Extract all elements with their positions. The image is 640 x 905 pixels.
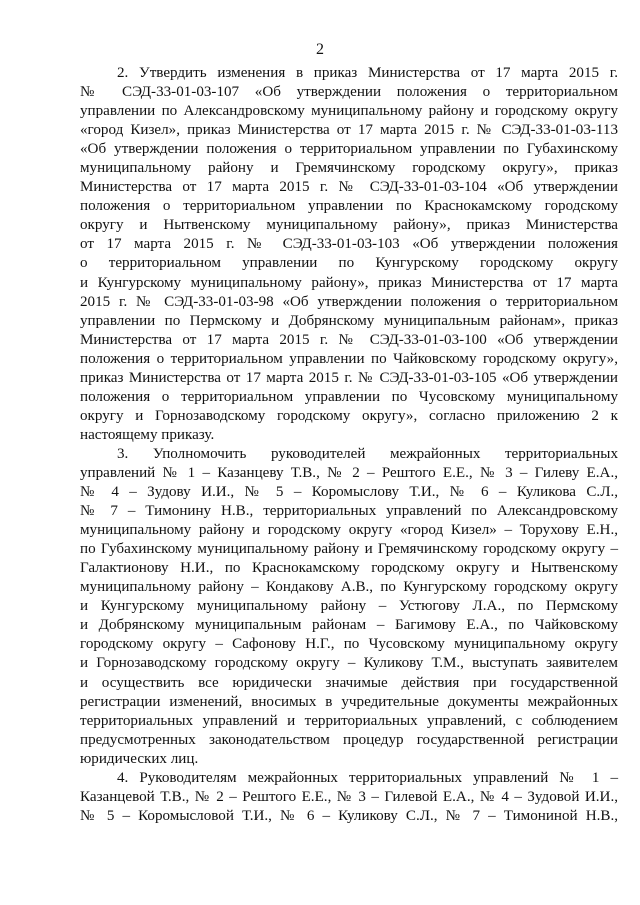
paragraph-item-4 xyxy=(80,769,618,826)
text-line: по Губахинскому муниципальному району и Гремячинскому городскому округу – xyxy=(80,541,618,558)
text-line: от 17 марта 2015 г. № СЭД-33-01-03-103 «Об утверждении положения xyxy=(80,236,618,253)
text-line: «город Кизел», приказ Министерства от 17 марта 2015 г. № СЭД-33-01-03-113 xyxy=(80,122,618,139)
text-line: настоящему приказу. xyxy=(80,426,215,443)
text-line: и осуществить все юридически значимые действия при государственной xyxy=(80,674,618,691)
text-line: муниципальному району и Гремячинскому городскому округу», приказ xyxy=(80,160,618,177)
text-line: № 4 – Зудову И.И., № 5 – Коромыслову Т.И., № 6 – Куликова С.Л., xyxy=(80,484,618,501)
paragraph-item-2 xyxy=(80,64,618,445)
text-line: № 5 – Коромысловой Т.И., № 6 – Куликову С.Л., № 7 – Тимониной Н.В., xyxy=(80,807,618,824)
text-line: округу и Горнозаводскому городскому округу», согласно приложению 2 к xyxy=(80,407,618,424)
text-line: управлении по Александровскому муниципальному району и городскому округу xyxy=(80,103,618,120)
page-number: 2 xyxy=(316,41,324,58)
paragraph-item-3 xyxy=(80,445,618,769)
text-line: Министерства от 17 марта 2015 г. № СЭД-33-01-03-104 «Об утверждении xyxy=(80,179,618,196)
text-line: Казанцевой Т.В., № 2 – Рештого Е.Е., № 3 – Гилевой Е.А., № 4 – Зудовой И.И., xyxy=(80,788,618,805)
text-line: 3. Уполномочить руководителей межрайонных территориальных xyxy=(117,445,618,462)
text-line: регистрации изменений, вносимых в учредительные документы межрайонных xyxy=(80,693,618,710)
text-line: положения о территориальном управлении по Чайковскому городскому округу», xyxy=(80,350,618,367)
text-line: № СЭД-33-01-03-107 «Об утверждении положения о территориальном xyxy=(80,84,618,101)
text-line: «Об утверждении положения о территориальном управлении по Губахинскому xyxy=(80,141,618,158)
text-line: и Кунгурскому муниципальному району – Устюгову Л.А., по Пермскому xyxy=(80,598,618,615)
text-line: 2. Утвердить изменения в приказ Министерства от 17 марта 2015 г. xyxy=(117,65,618,81)
text-line: приказ Министерства от 17 марта 2015 г. № СЭД-33-01-03-105 «Об утверждении xyxy=(80,369,618,386)
text-line: 4. Руководителям межрайонных территориальных управлений № 1 – xyxy=(117,769,618,786)
text-line: положения о территориальном управлении по Краснокамскому городскому xyxy=(80,198,618,215)
text-line: управлений № 1 – Казанцеву Т.В., № 2 – Рештого Е.Е., № 3 – Гилеву Е.А., xyxy=(80,464,618,481)
document-body xyxy=(80,64,618,826)
text-line: округу и Нытвенскому муниципальному району», приказ Министерства xyxy=(80,217,618,234)
text-line: № 7 – Тимонину Н.В., территориальных управлений по Александровскому xyxy=(80,503,618,520)
text-line: положения о территориальном управлении по Чусовскому муниципальному xyxy=(80,388,618,405)
text-line: и Кунгурскому муниципальному району», приказ Министерства от 17 марта xyxy=(80,274,618,291)
text-line: юридических лиц. xyxy=(80,750,199,767)
text-line: управлении по Пермскому и Добрянскому муниципальным районам», приказ xyxy=(80,312,618,329)
text-line: муниципальному району – Кондакову А.В., по Кунгурскому городскому округу xyxy=(80,579,618,596)
text-line: городскому округу – Сафонову Н.Г., по Чусовскому муниципальному округу xyxy=(80,636,618,653)
text-line: и Добрянскому муниципальным районам – Багимову Е.А., по Чайковскому xyxy=(80,617,618,634)
text-line: и Горнозаводскому городскому округу – Куликову Т.М., выступать заявителем xyxy=(80,655,618,672)
page-bottom-edge xyxy=(0,889,640,905)
text-line: территориальных управлений и территориальных управлений, с соблюдением xyxy=(80,712,618,729)
text-line: предусмотренных законодательством процедур государственной регистрации xyxy=(80,731,618,748)
text-line: о территориальном управлении по Кунгурскому городскому округу xyxy=(80,255,618,272)
text-line: Министерства от 17 марта 2015 г. № СЭД-33-01-03-100 «Об утверждении xyxy=(80,331,618,348)
text-line: Галактионову Н.И., по Краснокамскому городскому округу и Нытвенскому xyxy=(80,560,618,577)
text-line: муниципальному району и городскому округу «город Кизел» – Торухову Е.Н., xyxy=(80,522,618,539)
text-line: 2015 г. № СЭД-33-01-03-98 «Об утверждении положения о территориальном xyxy=(80,293,618,310)
